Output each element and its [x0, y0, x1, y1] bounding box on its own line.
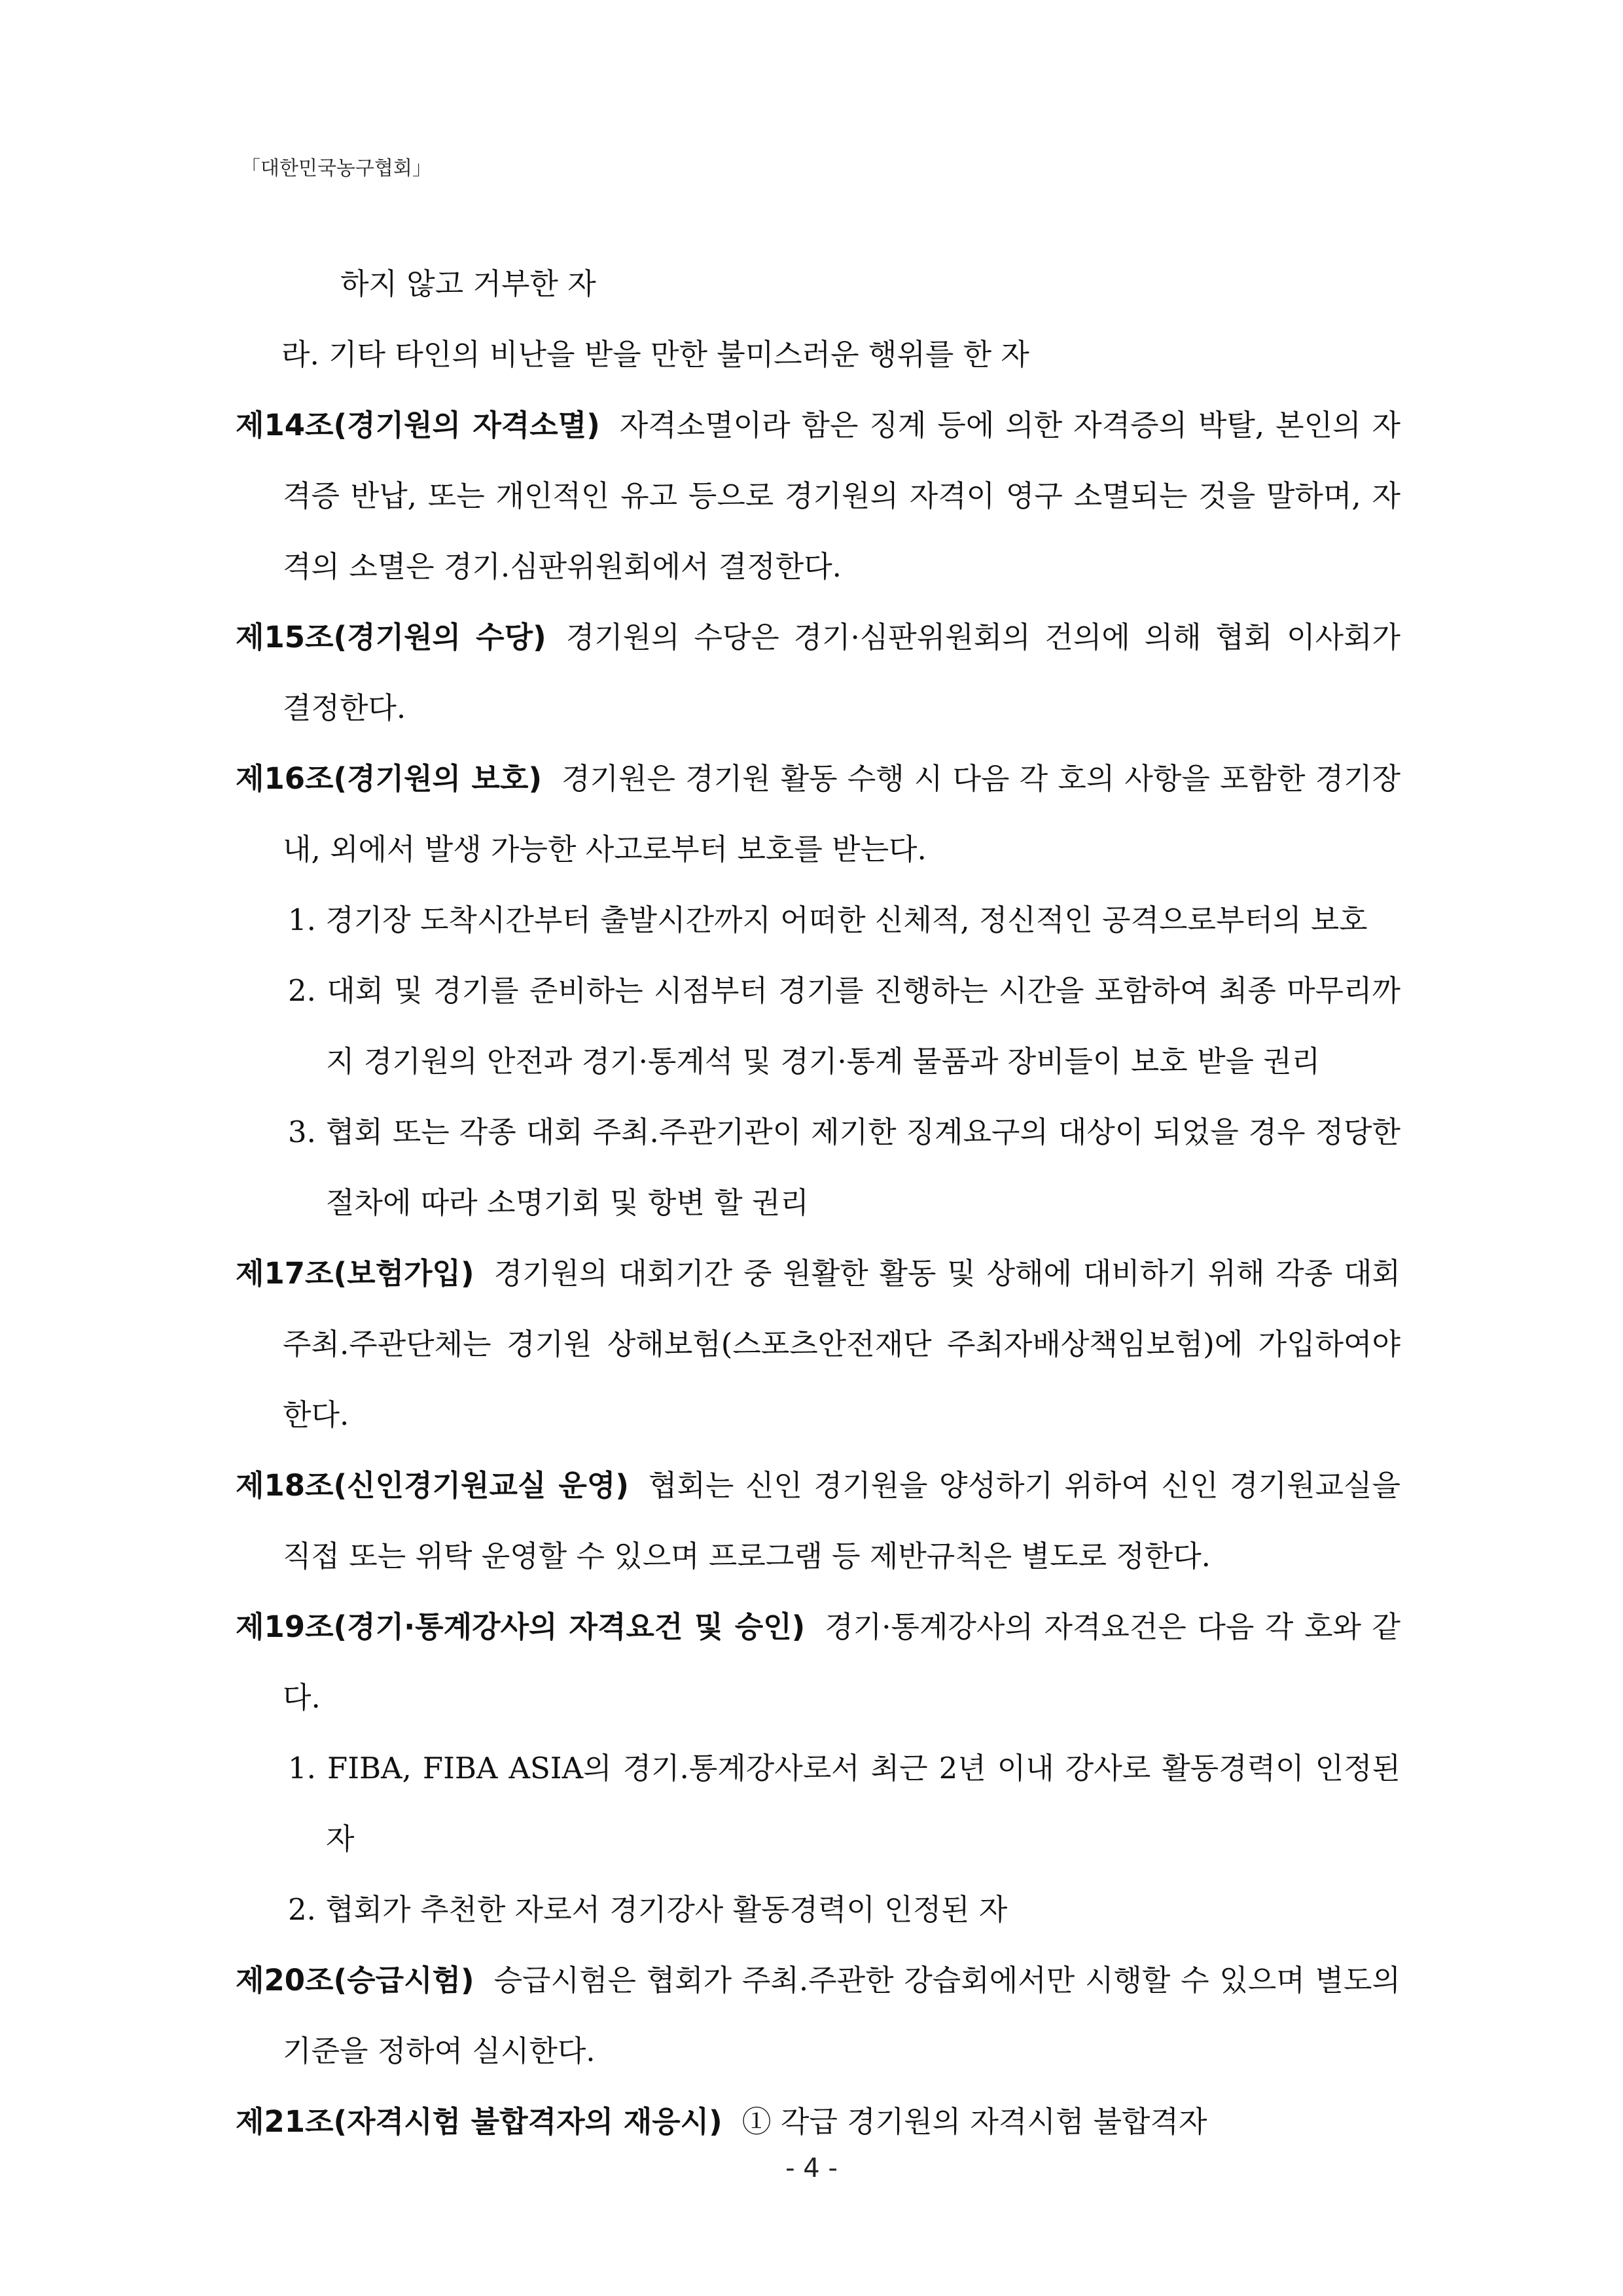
article-heading: 제19조(경기·통계강사의 자격요건 및 승인) [236, 1609, 806, 1644]
article-text: 경기원의 수당은 경기·심판위원회의 건의에 의해 협회 이사회가 결정한다. [283, 620, 1400, 725]
continuation-line: 하지 않고 거부한 자 [340, 266, 596, 301]
article-15 [236, 602, 1400, 744]
article-17 [236, 1238, 1400, 1450]
article-text: 경기원의 대회기간 중 원활한 활동 및 상해에 대비하기 위해 각종 대회 주최.주관단체는 경기원 상해보험(스포츠안전재단 주최자배상책임보험)에 가입하여야 한다. [283, 1256, 1400, 1432]
document-body [236, 249, 1400, 2157]
article-19-item-1: 1. FIBA, FIBA ASIA의 경기.통계강사로서 최근 2년 이내 강사로 활동경력이 인정된 자 [288, 1751, 1400, 1856]
article-20 [236, 1945, 1400, 2087]
article-text: 협회는 신인 경기원을 양성하기 위하여 신인 경기원교실을 직접 또는 위탁 운영할 수 있으며 프로그램 등 제반규칙은 별도로 정한다. [283, 1468, 1400, 1573]
list-item-ra: 라. 기타 타인의 비난을 받을 만한 불미스러운 행위를 한 자 [281, 337, 1029, 372]
article-heading: 제14조(경기원의 자격소멸) [236, 408, 600, 442]
document-header: 「대한민국농구협회」 [241, 157, 432, 180]
article-heading: 제18조(신인경기원교실 운영) [236, 1468, 629, 1503]
article-heading: 제21조(자격시험 불합격자의 재응시) [236, 2104, 722, 2139]
article-19 [236, 1592, 1400, 1733]
article-19-item-2: 2. 협회가 추천한 자로서 경기강사 활동경력이 인정된 자 [288, 1892, 1008, 1927]
article-21 [236, 2087, 1400, 2157]
article-heading: 제20조(승급시험) [236, 1963, 474, 1998]
article-text: 경기·통계강사의 자격요건은 다음 각 호와 같다. [283, 1609, 1400, 1715]
article-18 [236, 1450, 1400, 1592]
article-heading: 제15조(경기원의 수당) [236, 620, 546, 655]
article-heading: 제17조(보험가입) [236, 1256, 474, 1291]
article-text: 자격소멸이라 함은 징계 등에 의한 자격증의 박탈, 본인의 자격증 반납, 또는 개인적인 유고 등으로 경기원의 자격이 영구 소멸되는 것을 말하며, 자격의 소멸은 경기.심판위원회에서 결정한다. [283, 408, 1400, 584]
article-text: 승급시험은 협회가 주최.주관한 강습회에서만 시행할 수 있으며 별도의 기준을 정하여 실시한다. [283, 1963, 1400, 2068]
article-16 [236, 744, 1400, 885]
article-text: 경기원은 경기원 활동 수행 시 다음 각 호의 사항을 포함한 경기장 내, 외에서 발생 가능한 사고로부터 보호를 받는다. [283, 761, 1401, 867]
article-16-item-3: 3. 협회 또는 각종 대회 주최.주관기관이 제기한 징계요구의 대상이 되었을 경우 정당한 절차에 따라 소명기회 및 항변 할 권리 [288, 1115, 1400, 1220]
article-16-item-2: 2. 대회 및 경기를 준비하는 시점부터 경기를 진행하는 시간을 포함하여 최종 마무리까지 경기원의 안전과 경기·통계석 및 경기·통계 물품과 장비들이 보호 받을 권리 [288, 973, 1400, 1079]
page-number: - 4 - [785, 2153, 838, 2183]
article-16-item-1: 1. 경기장 도착시간부터 출발시간까지 어떠한 신체적, 정신적인 공격으로부터의 보호 [288, 903, 1368, 937]
article-14 [236, 390, 1400, 602]
article-text: ① 각급 경기원의 자격시험 불합격자 [741, 2104, 1207, 2139]
article-heading: 제16조(경기원의 보호) [236, 761, 543, 796]
